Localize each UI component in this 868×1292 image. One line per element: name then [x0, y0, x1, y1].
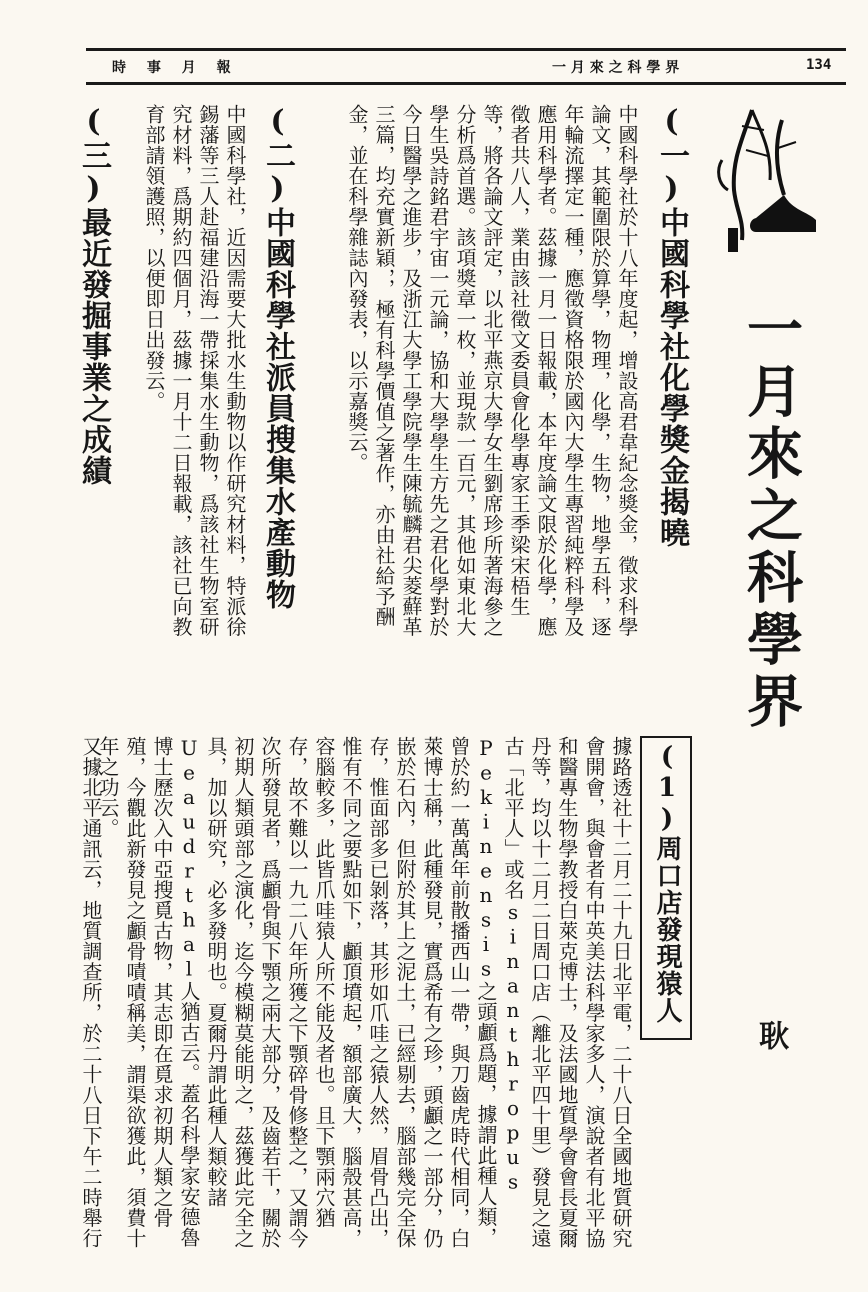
page-title: 一月來之科學界: [738, 300, 804, 734]
author-name: 耿: [753, 1020, 788, 1050]
header-page-number: 134: [806, 57, 832, 73]
header-rule-bottom: [86, 82, 846, 85]
header-journal-section: 時 事 月 報: [112, 60, 239, 76]
item1-paragraph: 中國科學社於十八年度起，增設高君韋紀念獎金，徵求科學論文，其範圍限於算學，物理，化學，生物，地學五科，逐年輪流擇定一種，應徵資格限於國內大學生專習純粹科學及應用科學者。茲據一月一日報載，本年度論文限於化學，應徵者共八人，業由該社徵文委員會化學專家王季梁宋梧生等，將各論文評定，以北平燕京大學女生劉席珍所著海參之分析爲首選。該項獎章一枚，並現款一百元，其他如東北大學生吳詩銘君宇宙一元論，協和大學學生方先之君化學對於今日醫學之進步，及浙江大學工學院學生陳毓麟君尖菱蘚革三篇，均充實新穎，，極有科學價值之著作，亦由社給予酬金，並在科學雜誌內發表，以示嘉獎云。: [345, 104, 639, 637]
decorative-vignette-icon: [712, 100, 832, 260]
lower-paragraph-2: 又據北平通訊云，地質調查所，於二十八日下午二時舉行: [79, 736, 103, 1249]
item1-title: (一)中國科學社化學獎金揭曉: [654, 104, 689, 548]
item2-paragraph: 中國科學社，近因需要大批水生動物以作研究材料，特派徐錫藩等三人赴福建沿海一帶採集水生動物，爲該社生物室研究材料，爲期約四個月，茲據一月十二日報載，該社已向教育部請領護照，以便即日出發云。: [142, 104, 247, 637]
item3-title: (三)最近發掘事業之成績: [76, 104, 111, 486]
header-section-title: 一 月 來 之 科 學 界: [552, 60, 680, 76]
sub1-title: (1)周口店發現猿人: [652, 742, 682, 1024]
header-rule-top: [86, 48, 846, 51]
lower-paragraph-1: 據路透社十二月二十九日北平電，二十八日全國地質研究會開會，與會者有中英美法科學家多人，演說者有北平協和醫專生物學教授白萊克博士，及法國地質學會會長夏爾丹等，均以十二月二日周口店（離北平四十里）發見之遠古「北平人」或名sinanthropus Pekinensis之頭顱爲題，據謂此種人類，曾於約一萬萬年前散播西山一帶，與刀齒虎時代相同，白萊博士稱，此種發見，實爲希有之珍，頭顱之一部分，仍嵌於石內，但附於其上之泥土，已經剔去，腦部幾完全保存，惟面部多已剝落，其形如爪哇之猿人然，眉骨凸出，惟有不同之要點如下，顱頂墳起，額部廣大，腦殼甚高，容腦較多，此皆爪哇猿人所不能及者也。且下顎兩穴猶存，故不難以一九二八年所獲之下顎碎骨修整之，又謂今次所發見者，爲顱骨與下顎之兩大部分，及齒若干，關於初期人類頭部之演化，迄今模糊莫能明之，茲獲此完全之具，加以研究，必多發明也。夏爾丹謂此種人類較諸 Ueaudrthal人猶古云。蓋名科學家安德魯博士歷次入中亞搜覓古物，其志即在覓求初期人類之骨殖，今觀此新發見之顱骨嘖嘖稱美，謂渠欲獲此，須費十年之功云。: [96, 736, 633, 1249]
item2-title: (二)中國科學社派員搜集水產動物: [260, 104, 295, 610]
